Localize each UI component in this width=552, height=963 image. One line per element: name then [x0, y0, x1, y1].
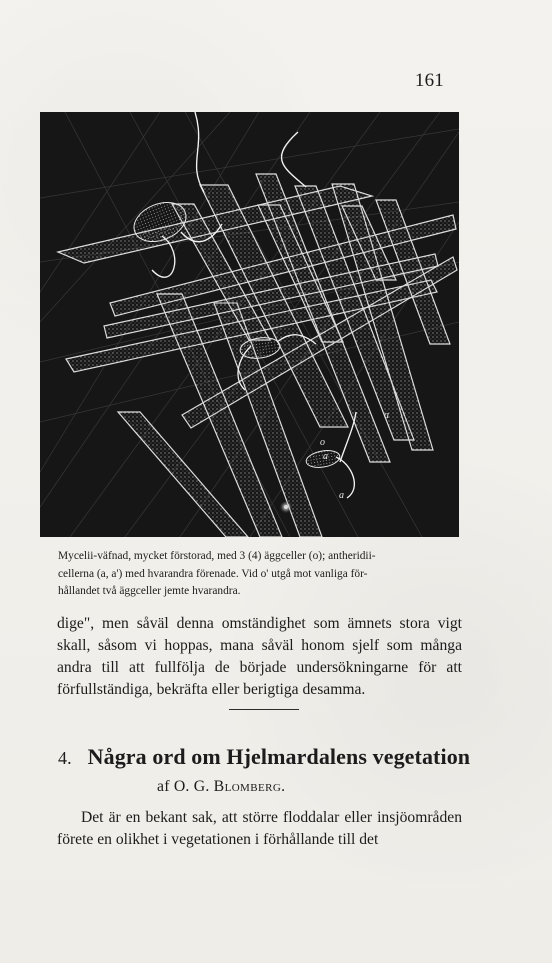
illustration-svg: [40, 112, 459, 537]
caption-line-2: cellerna (a, a') med hvarandra förenade. Vid o' utgå mot vanliga för-: [58, 567, 368, 580]
section-number: 4.: [58, 748, 72, 768]
body-paragraph: dige", men såväl denna omständighet som ämnets stora vigt skall, såsom vi hoppas, mana såväl honom sjelf som många andra till att fullfölja de började undersökningarne för att förfullständiga, bekräfta eller berigtiga desamma.: [57, 615, 462, 698]
label-a3: a: [339, 490, 344, 501]
mycelium-illustration: [40, 112, 459, 537]
author-line: [157, 779, 286, 795]
body-text-section: [57, 613, 462, 701]
glow-spots: [279, 500, 293, 514]
opening-text: [57, 807, 462, 850]
caption-line-1: Mycelii-väfnad, mycket förstorad, med 3 (4) äggceller (o); antheridii-: [58, 550, 376, 562]
opening-paragraph: Det är en bekant sak, att större floddalar eller insjöområden förete en olikhet i vegetationen i förhållande till det: [57, 809, 462, 848]
section-heading: [58, 744, 471, 769]
label-a1: a: [384, 410, 389, 421]
label-a2: a: [323, 451, 328, 462]
figure-caption: [58, 548, 460, 601]
label-o1: o: [320, 437, 325, 448]
glow-core: [284, 505, 288, 509]
author-name: Blomberg.: [213, 778, 286, 795]
section-divider: [229, 709, 299, 710]
section-title: Några ord om Hjelmardalens vegetation: [87, 744, 471, 769]
caption-line-3: hållandet två äggceller jemte hvarandra.: [58, 585, 241, 598]
author-prefix: af O. G.: [157, 778, 210, 795]
page-number: 161: [414, 70, 444, 91]
